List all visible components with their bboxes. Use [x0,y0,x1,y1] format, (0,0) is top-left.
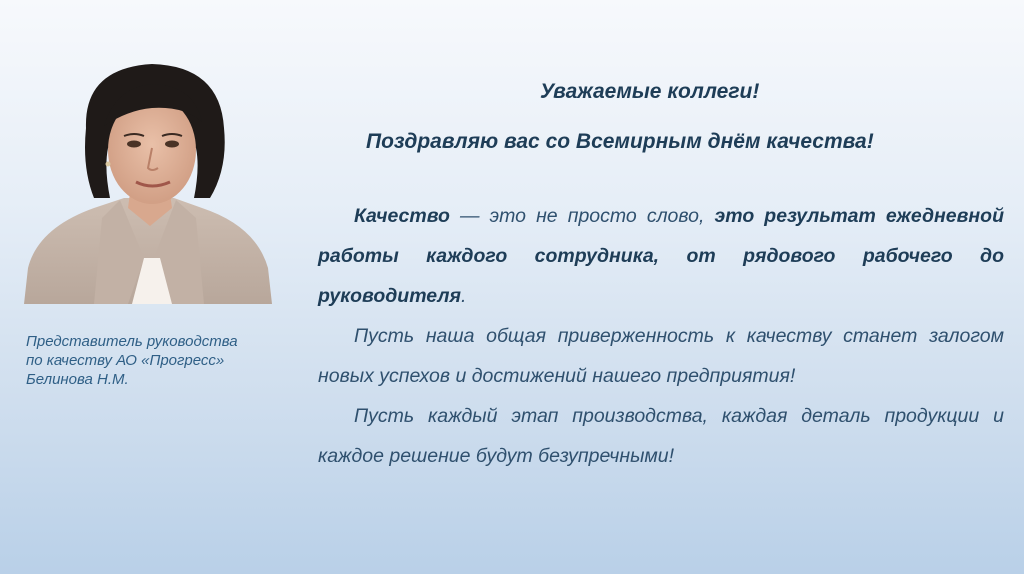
paragraph-3: Пусть каждый этап производства, каждая деталь продукции и каждое решение будут безупречными! [318,405,1004,467]
paragraph-2: Пусть наша общая приверженность к качеству станет залогом новых успехов и достижений нашего предприятия! [318,325,1004,387]
paragraph-1 [318,196,1004,316]
portrait-caption [26,332,296,389]
paragraph-1-period: . [461,285,467,307]
paragraph-1-bold-end: это результат ежедневной работы каждого сотрудника, от рядового рабочего до руководителя [318,205,1004,307]
greeting-quality-day: Поздравляю вас со Всемирным днём качества! [366,130,874,153]
paragraph-1-text: — это не просто слово, [449,205,715,227]
greeting-colleagues: Уважаемые коллеги! [540,80,760,103]
caption-line-2: по качеству АО «Прогресс» [26,352,225,369]
message-body [318,196,1004,476]
paragraph-1-bold-start: Качество [354,205,450,227]
portrait-photo [24,58,272,304]
caption-line-3: Белинова Н.М. [26,371,129,388]
caption-line-1: Представитель руководства [26,333,238,350]
